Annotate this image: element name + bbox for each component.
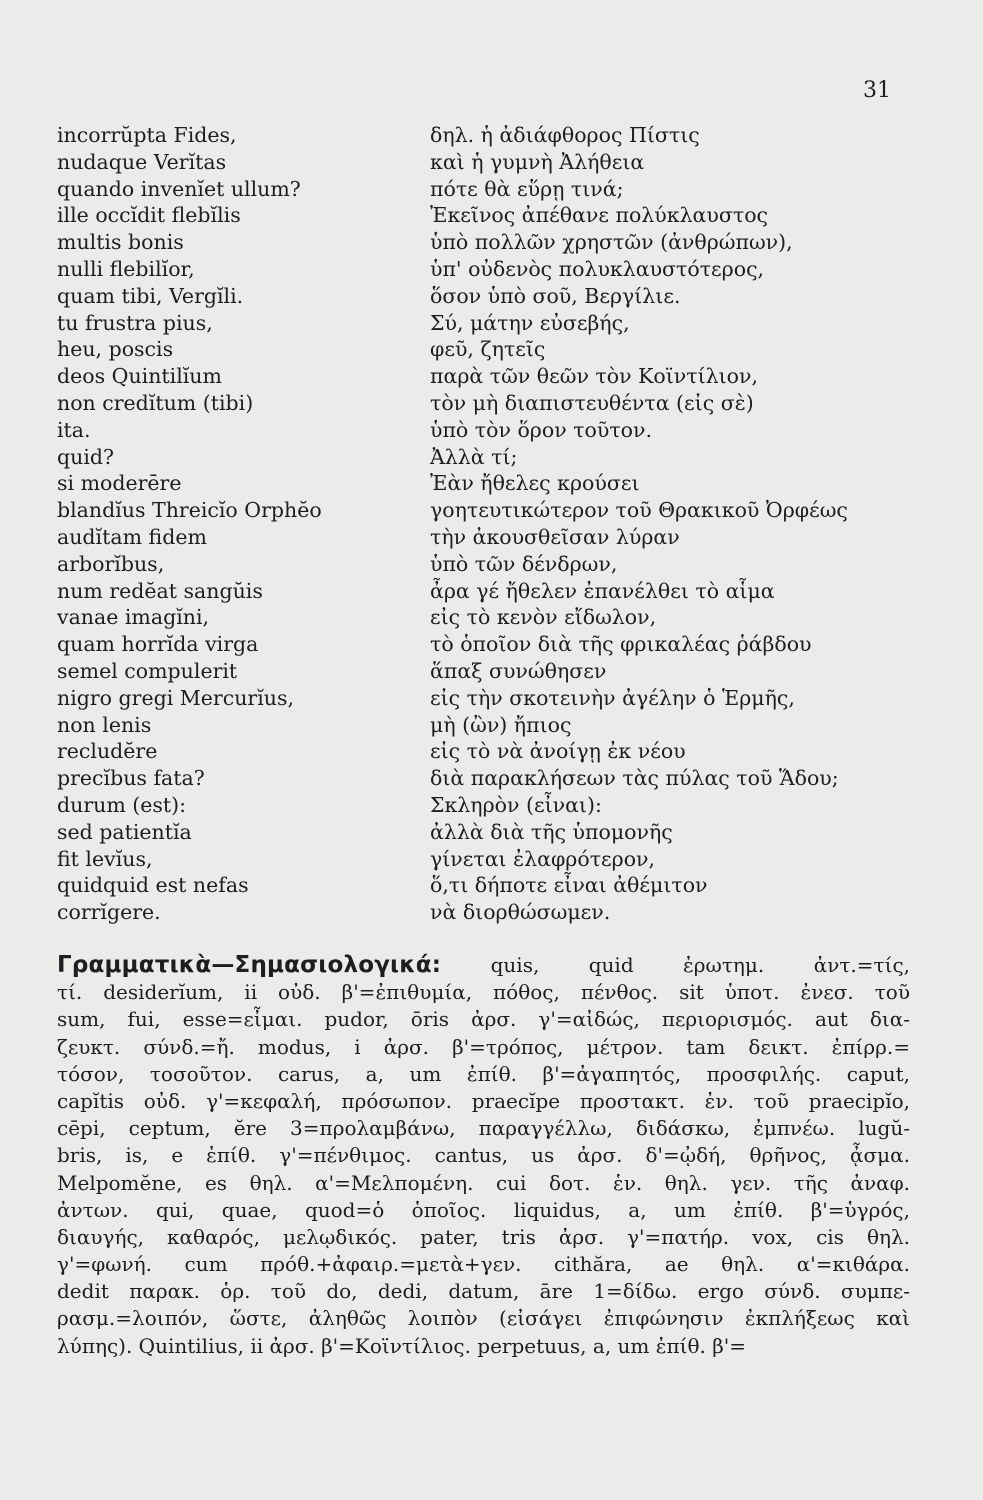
glossary-line: τόσον, τοσοῦτον. carus, a, um ἐπίθ. β'=ἀγαπητός, προσφιλής. caput, xyxy=(57,1061,910,1086)
latin-line: audĭtam fidem xyxy=(57,524,207,549)
latin-line: non credĭtum (tibi) xyxy=(57,390,254,415)
glossary-line: bris, is, e ἐπίθ. γ'=πένθιμος. cantus, us ἀρσ. δ'=ᾠδή, θρῆνος, ᾆσμα. xyxy=(57,1143,910,1168)
greek-line: τὴν ἀκουσθεῖσαν λύραν xyxy=(430,524,680,549)
glossary-line: ρασμ.=λοιπόν, ὥστε, ἀληθῶς λοιπὸν (εἰσάγει ἐπιφώνησιν ἐκπλήξεως καὶ xyxy=(57,1306,910,1331)
greek-line: δηλ. ἡ ἀδιάφθορος Πίστις xyxy=(430,123,700,147)
glossary-line: dedit παρακ. ὁρ. τοῦ do, dedi, datum, āre 1=δίδω. ergo σύνδ. συμπε- xyxy=(57,1279,910,1304)
greek-line: τὸ ὁποῖον διὰ τῆς φρικαλέας ῥάβδου xyxy=(430,632,812,657)
greek-line: γοητευτικώτερον τοῦ Θρακικοῦ Ὀρφέως xyxy=(430,498,848,523)
latin-line: incorrŭpta Fides, xyxy=(57,123,237,147)
greek-line: γίνεται ἐλαφρότερον, xyxy=(430,846,656,871)
glossary-line: capĭtis οὐδ. γ'=κεφαλή, πρόσωπον. praecĭpe προστακτ. ἐν. τοῦ praecipĭo, xyxy=(57,1088,910,1113)
latin-line: ita. xyxy=(57,417,91,442)
latin-line: heu, poscis xyxy=(57,337,174,362)
greek-line: ὑπὸ πολλῶν χρηστῶν (ἀνθρώπων), xyxy=(430,230,793,255)
latin-line: recludĕre xyxy=(57,739,158,764)
latin-line: non lenis xyxy=(57,712,152,737)
latin-line: precĭbus fata? xyxy=(57,766,205,791)
latin-line: nigro gregi Mercurĭus, xyxy=(57,685,294,710)
greek-line: Σύ, μάτην εὐσεβής, xyxy=(430,310,630,335)
greek-line: ἀλλὰ διὰ τῆς ὑπομονῆς xyxy=(430,819,673,844)
glossary-line: cēpi, ceptum, ĕre 3=προλαμβάνω, παραγγέλλω, διδάσκω, ἐμπνέω. lugŭ- xyxy=(57,1116,910,1141)
glossary-section xyxy=(57,952,910,1360)
latin-line: quam tibi, Vergĭli. xyxy=(57,283,244,308)
greek-line: Ἀλλὰ τί; xyxy=(430,444,518,469)
latin-line: quid? xyxy=(57,444,114,469)
glossary-line: ζευκτ. σύνδ.=ἤ. modus, i ἀρσ. β'=τρόπος, μέτρον. tam δεικτ. ἐπίρρ.= xyxy=(57,1034,910,1059)
latin-line: num redĕat sangŭis xyxy=(57,578,263,603)
greek-line: καὶ ἡ γυμνὴ Ἀλήθεια xyxy=(430,149,645,174)
greek-line: ὅσον ὑπὸ σοῦ, Βεργίλιε. xyxy=(430,283,681,308)
latin-text-column xyxy=(57,122,417,926)
page-number: 31 xyxy=(863,78,891,103)
glossary-line-text: quis, quid ἐρωτημ. ἀντ.=τίς, xyxy=(490,953,910,977)
glossary-line: γ'=φωνή. cum πρόθ.+ἀφαιρ.=μετὰ+γεν. cithăra, ae θηλ. α'=κιθάρα. xyxy=(57,1252,910,1277)
latin-line: deos Quintilĭum xyxy=(57,364,222,389)
glossary-line: ἀντων. qui, quae, quod=ὁ ὁποῖος. liquidus, a, um ἐπίθ. β'=ὑγρός, xyxy=(57,1197,910,1222)
latin-line: durum (est): xyxy=(57,792,187,817)
greek-line: Ἐὰν ἤθελες κρούσει xyxy=(430,471,640,496)
glossary-line xyxy=(57,952,910,979)
greek-line: μὴ (ὢν) ἤπιος xyxy=(430,712,572,737)
greek-line: ἅπαξ συνώθησεν xyxy=(430,658,607,683)
greek-line: τὸν μὴ διαπιστευθέντα (εἰς σὲ) xyxy=(430,390,754,415)
latin-line: quidquid est nefas xyxy=(57,873,249,898)
greek-line: Ἐκεῖνος ἀπέθανε πολύκλαυστος xyxy=(430,203,769,228)
latin-line: quando invenĭet ullum? xyxy=(57,176,301,201)
glossary-line: διαυγής, καθαρός, μελῳδικός. pater, tris ἀρσ. γ'=πατήρ. vox, cis θηλ. xyxy=(57,1224,910,1249)
latin-line: arborĭbus, xyxy=(57,551,165,576)
greek-line: φεῦ, ζητεῖς xyxy=(430,337,546,362)
glossary-line: τί. desiderĭum, ii οὐδ. β'=ἐπιθυμία, πόθος, πένθος. sit ὑποτ. ἐνεσ. τοῦ xyxy=(57,980,910,1005)
greek-line: ἆρα γέ ἤθελεν ἐπανέλθει τὸ αἷμα xyxy=(430,578,775,603)
latin-line: fit levĭus, xyxy=(57,846,153,871)
greek-line: ὑπὸ τῶν δένδρων, xyxy=(430,551,618,576)
latin-line: multis bonis xyxy=(57,230,184,255)
glossary-line: λύπης). Quintilius, ii ἀρσ. β'=Κοϊντίλιος. perpetuus, a, um ἐπίθ. β'= xyxy=(57,1333,747,1358)
glossary-heading: Γραμματικὰ—Σημασιολογικά: xyxy=(57,952,442,978)
greek-line: νὰ διορθώσωμεν. xyxy=(430,900,611,925)
greek-line: εἰς τὴν σκοτεινὴν ἀγέλην ὁ Ἑρμῆς, xyxy=(430,685,795,710)
greek-line: ὑπὸ τὸν ὅρον τοῦτον. xyxy=(430,417,652,442)
latin-line: blandĭus Threicĭo Orphĕo xyxy=(57,498,322,523)
latin-line: tu frustra pius, xyxy=(57,310,213,335)
latin-line: quam horrĭda virga xyxy=(57,632,259,657)
latin-line: si moderēre xyxy=(57,471,182,496)
greek-line: εἰς τὸ κενὸν εἴδωλον, xyxy=(430,605,657,630)
latin-line: sed patientĭa xyxy=(57,819,192,844)
greek-line: ὅ,τι δήποτε εἶναι ἀθέμιτον xyxy=(430,873,708,898)
greek-line: εἰς τὸ νὰ ἀνοίγῃ ἐκ νέου xyxy=(430,739,686,764)
greek-line: Σκληρὸν (εἶναι): xyxy=(430,792,602,817)
latin-line: nudaque Verĭtas xyxy=(57,149,227,174)
latin-line: semel compulerit xyxy=(57,658,238,683)
latin-line: nulli flebilĭor, xyxy=(57,256,195,281)
greek-line: παρὰ τῶν θεῶν τὸν Κοϊντίλιον, xyxy=(430,364,758,389)
glossary-line: Melpomĕne, es θηλ. α'=Μελπομένη. cui δοτ. ἑν. θηλ. γεν. τῆς ἀναφ. xyxy=(57,1170,910,1195)
glossary-line: sum, fui, esse=εἶμαι. pudor, ōris ἀρσ. γ'=αἰδώς, περιορισμός. aut δια- xyxy=(57,1007,910,1032)
greek-line: ὑπ' οὐδενὸς πολυκλαυστότερος, xyxy=(430,256,765,281)
latin-line: ille occĭdit flebĭlis xyxy=(57,203,241,228)
greek-line: πότε θὰ εὕρῃ τινά; xyxy=(430,176,624,201)
latin-line: corrĭgere. xyxy=(57,900,161,925)
greek-line: διὰ παρακλήσεων τὰς πύλας τοῦ Ἅδου; xyxy=(430,766,839,791)
latin-line: vanae imagĭni, xyxy=(57,605,210,630)
greek-translation-column xyxy=(430,122,910,926)
